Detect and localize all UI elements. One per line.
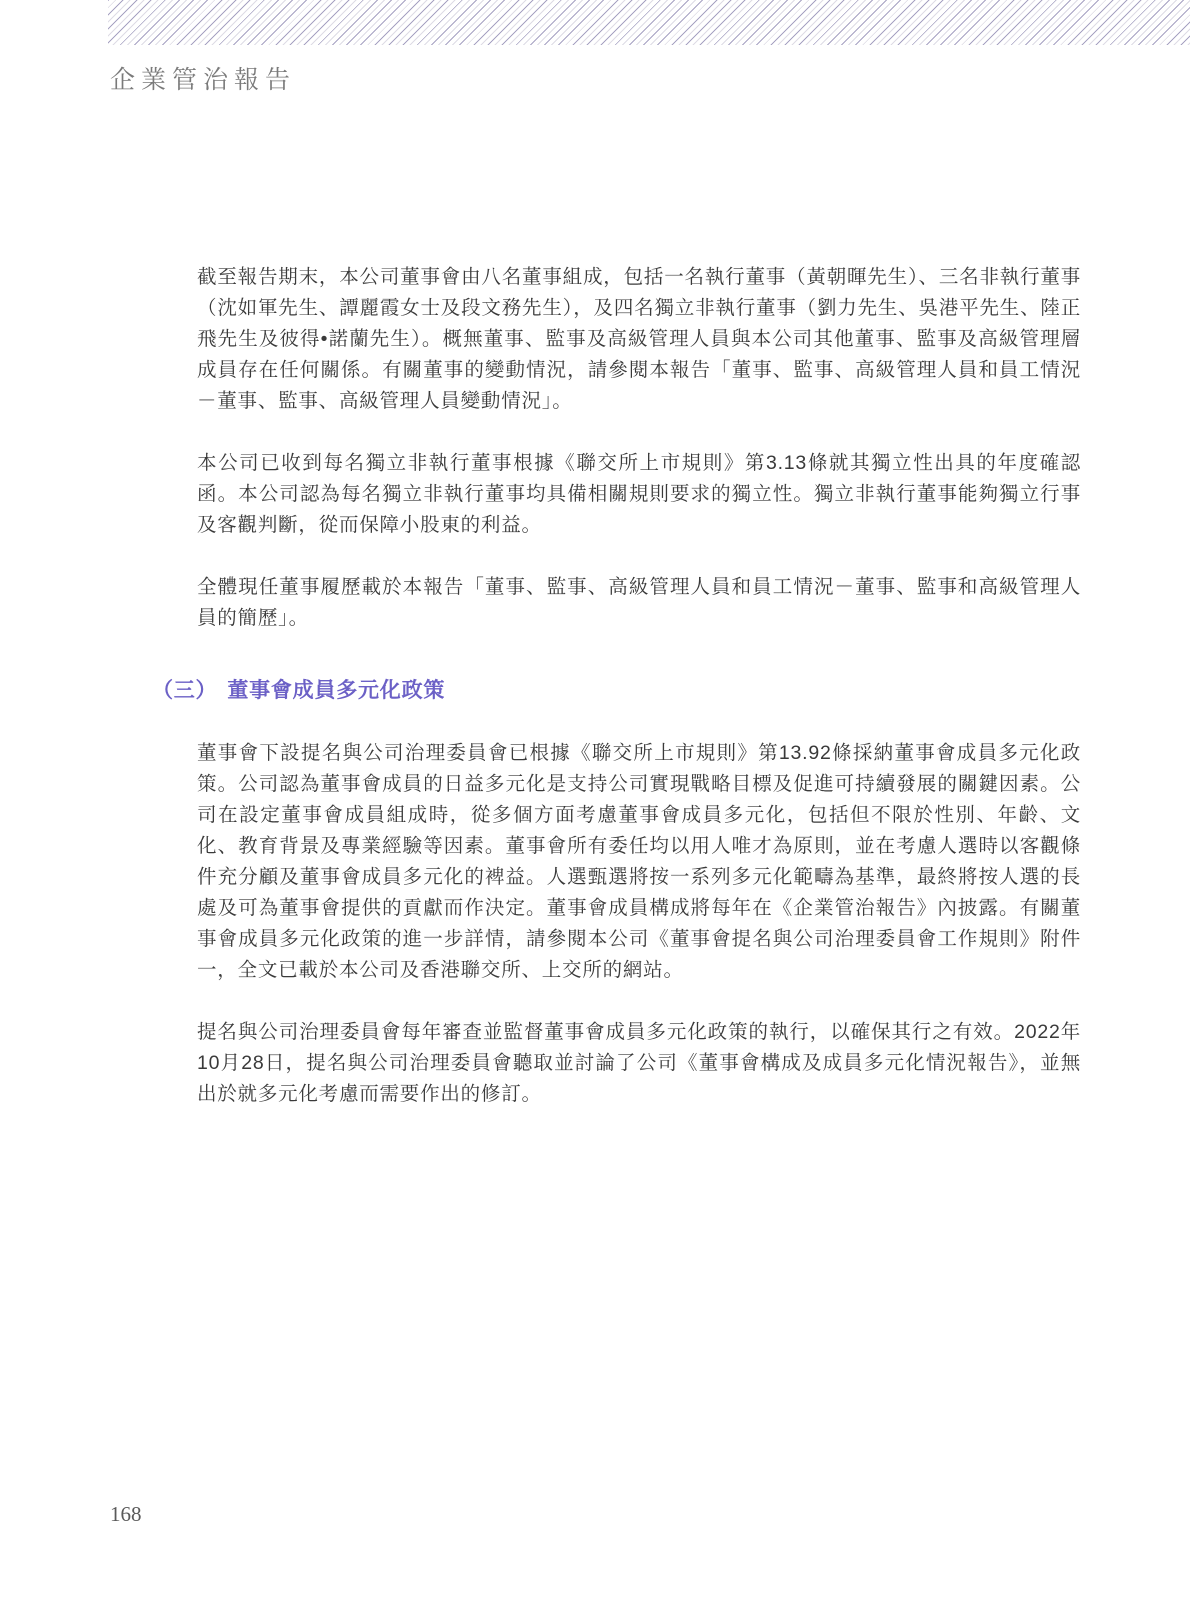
section-title: 董事會成員多元化政策 — [227, 679, 446, 702]
section-paragraph-annual-review: 提名與公司治理委員會每年審查並監督董事會成員多元化政策的執行，以確保其行之有效。2022年10月28日，提名與公司治理委員會聽取並討論了公司《董事會構成及成員多元化情況報告》，並無出於就多元化考慮而需要作出的修訂。 — [197, 1021, 1081, 1105]
diagonal-hatch-banner — [108, 0, 1190, 45]
intro-paragraph-director-biographies: 全體現任董事履歷載於本報告「董事、監事、高級管理人員和員工情況－董事、監事和高級管理人員的簡歷」。 — [197, 576, 1081, 629]
page-number: 168 — [110, 1502, 142, 1526]
intro-paragraph-board-composition: 截至報告期末，本公司董事會由八名董事組成，包括一名執行董事（黃朝暉先生）、三名非執行董事（沈如軍先生、譚麗霞女士及段文務先生），及四名獨立非執行董事（劉力先生、吳港平先生、陸正飛先生及彼得•諾蘭先生）。概無董事、監事及高級管理人員與本公司其他董事、監事及高級管理層成員存在任何關係。有關董事的變動情況，請參閱本報告「董事、監事、高級管理人員和員工情況－董事、監事、高級管理人員變動情況」。 — [197, 266, 1081, 412]
section-number: （三） — [152, 679, 218, 702]
page-content — [152, 262, 1081, 1141]
intro-paragraph-independence-confirmation: 本公司已收到每名獨立非執行董事根據《聯交所上市規則》第3.13條就其獨立性出具的年度確認函。本公司認為每名獨立非執行董事均具備相關規則要求的獨立性。獨立非執行董事能夠獨立行事及客觀判斷，從而保障小股東的利益。 — [197, 452, 1081, 536]
document-title: 企業管治報告 — [110, 67, 297, 94]
section-heading — [152, 674, 1081, 708]
section-paragraph-diversity-policy: 董事會下設提名與公司治理委員會已根據《聯交所上市規則》第13.92條採納董事會成員多元化政策。公司認為董事會成員的日益多元化是支持公司實現戰略目標及促進可持續發展的關鍵因素。公司在設定董事會成員組成時，從多個方面考慮董事會成員多元化，包括但不限於性別、年齡、文化、教育背景及專業經驗等因素。董事會所有委任均以用人唯才為原則，並在考慮人選時以客觀條件充分顧及董事會成員多元化的裨益。人選甄選將按一系列多元化範疇為基準，最終將按人選的長處及可為董事會提供的貢獻而作決定。董事會成員構成將每年在《企業管治報告》內披露。有關董事會成員多元化政策的進一步詳情，請參閱本公司《董事會提名與公司治理委員會工作規則》附件一，全文已載於本公司及香港聯交所、上交所的網站。 — [197, 742, 1081, 981]
